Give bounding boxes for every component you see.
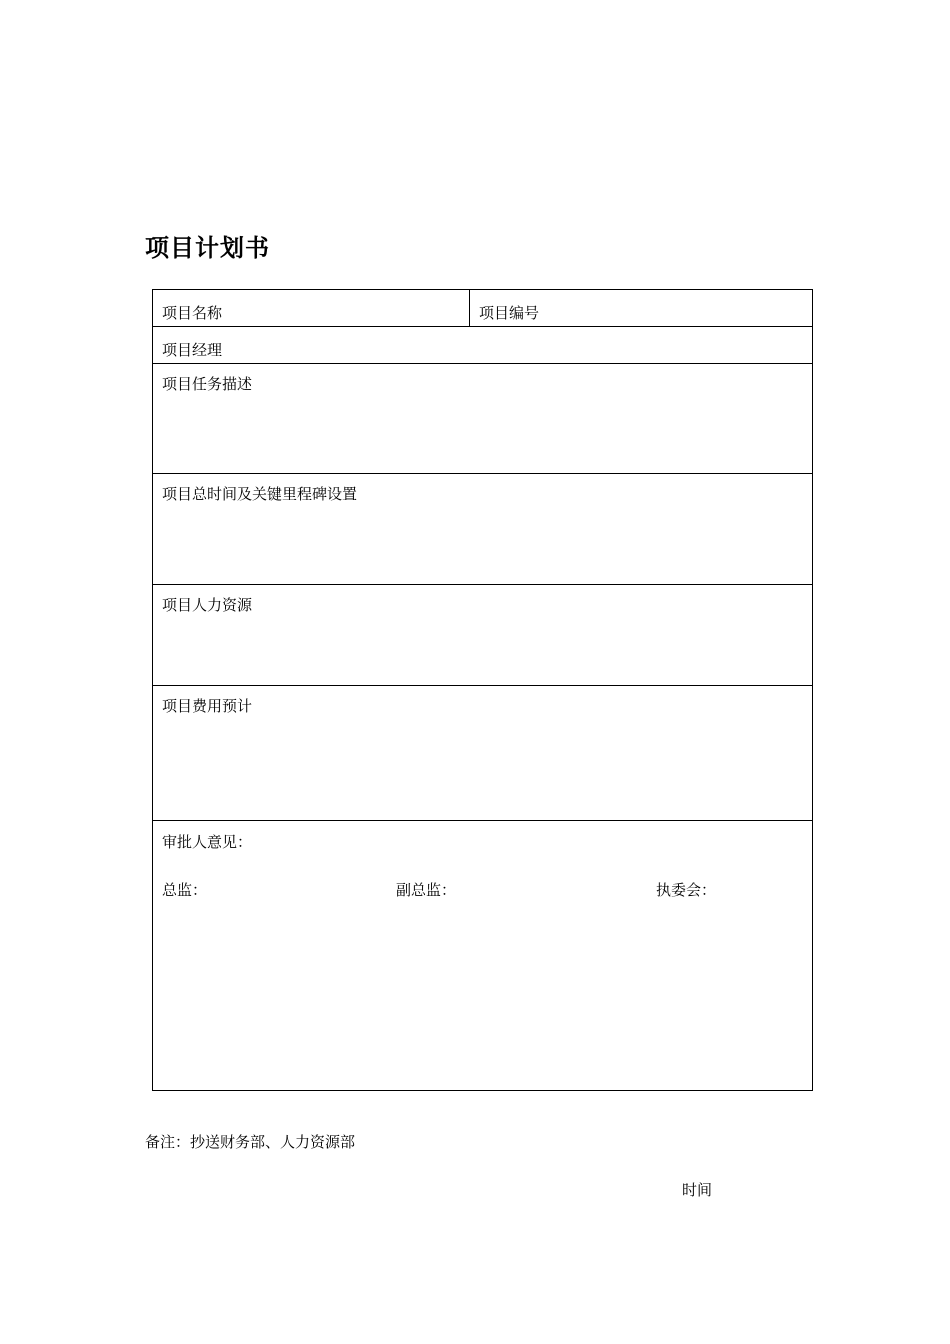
approval-heading: 审批人意见： <box>162 833 253 851</box>
row-name-number <box>153 290 812 327</box>
project-manager-label: 项目经理 <box>162 341 223 359</box>
human-resources-label: 项目人力资源 <box>162 596 253 614</box>
time-label: 时间 <box>682 1181 713 1199</box>
row-task-description <box>153 364 812 474</box>
executive-committee-label: 执委会： <box>656 881 717 899</box>
director-label: 总监： <box>162 881 208 899</box>
document-title: 项目计划书 <box>145 234 270 262</box>
cost-estimate-label: 项目费用预计 <box>162 697 253 715</box>
row-cost-estimate <box>153 686 812 821</box>
row-approval <box>153 821 812 1091</box>
timeline-milestones-label: 项目总时间及关键里程碑设置 <box>162 485 358 503</box>
remark-note: 备注：抄送财务部、人力资源部 <box>145 1133 356 1151</box>
row-timeline <box>153 474 812 585</box>
row-manager <box>153 327 812 364</box>
project-name-label: 项目名称 <box>162 304 223 322</box>
deputy-director-label: 副总监： <box>396 881 457 899</box>
project-plan-form <box>152 289 813 1091</box>
task-description-label: 项目任务描述 <box>162 375 253 393</box>
row-human-resources <box>153 585 812 686</box>
column-divider <box>469 290 470 326</box>
project-number-label: 项目编号 <box>479 304 540 322</box>
